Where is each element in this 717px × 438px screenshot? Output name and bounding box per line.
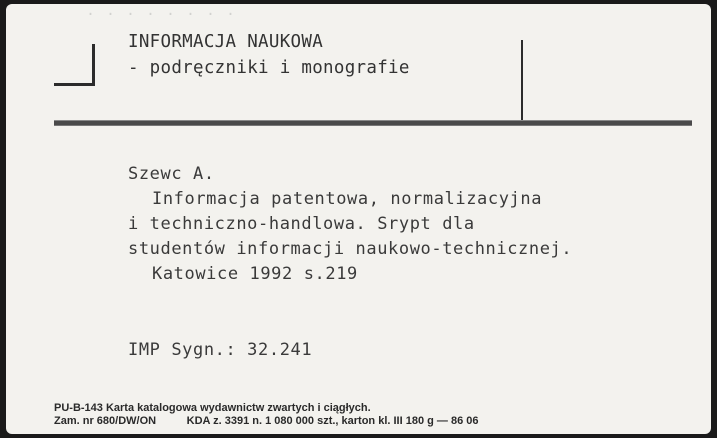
title-line-1: Informacja patentowa, normalizacyjna xyxy=(152,189,543,209)
catalog-card xyxy=(6,4,711,434)
corner-mark-vertical xyxy=(92,44,95,86)
call-number: IMP Sygn.: 32.241 xyxy=(128,340,313,360)
subject-subheading: - podręczniki i monografie xyxy=(128,58,410,78)
corner-mark-horizontal xyxy=(54,83,95,86)
bleed-through-text: · · · · · · · · xyxy=(86,6,237,23)
author: Szewc A. xyxy=(128,164,215,184)
imprint: Katowice 1992 s.219 xyxy=(152,264,358,284)
header-divider-vertical xyxy=(521,40,523,124)
title-line-2: i techniczno-handlowa. Srypt dla xyxy=(128,214,475,234)
subject-heading: INFORMACJA NAUKOWA xyxy=(128,32,324,52)
title-line-3: studentów informacji naukowo-technicznej. xyxy=(128,239,573,259)
header-divider-horizontal xyxy=(54,120,692,126)
printer-footer-line-1: PU-B-143 Karta katalogowa wydawnictw zwartych i ciągłych. xyxy=(54,402,371,414)
printer-footer-line-2: Zam. nr 680/DW/ON KDA z. 3391 n. 1 080 000 szt., karton kl. III 180 g — 86 06 xyxy=(54,415,479,427)
